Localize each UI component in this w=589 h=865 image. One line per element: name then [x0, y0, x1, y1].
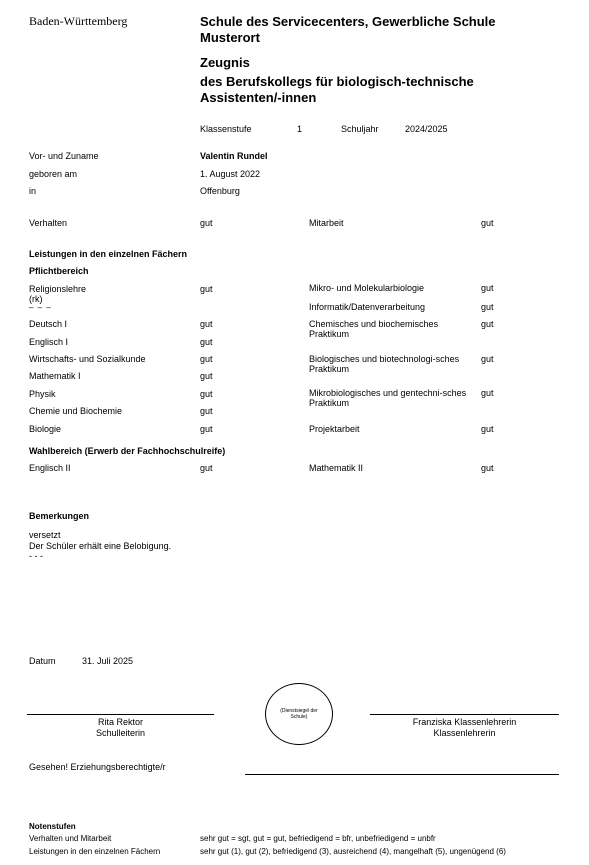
- teacher-role: Klassenlehrerin: [433, 728, 496, 738]
- grade-bio-praktikum: gut: [481, 354, 494, 364]
- date-value: 31. Juli 2025: [82, 656, 134, 666]
- verhalten-value: gut: [200, 218, 213, 228]
- remarks-title: Bemerkungen: [29, 511, 90, 521]
- teacher-signature-line: [370, 714, 559, 715]
- subject-englisch-1: Englisch I: [29, 337, 69, 347]
- principal-name: Rita Rektor: [97, 717, 143, 727]
- official-seal-text: (Dienstsiegel der Schule): [280, 708, 318, 720]
- subject-chemie: Chemie und Biochemie: [29, 406, 123, 416]
- grade-mathematik-1: gut: [200, 371, 213, 381]
- grade-religionslehre: gut: [200, 284, 213, 294]
- remarks-line-2: Der Schüler erhält eine Belobigung.: [29, 541, 172, 551]
- schuljahr-label: Schuljahr: [341, 124, 379, 134]
- subject-wirtschaft: Wirtschafts- und Sozialkunde: [29, 354, 146, 364]
- subject-mathematik-1: Mathematik I: [29, 371, 81, 381]
- school-name: Schule des Servicecenters, Gewerbliche Schule Musterort: [200, 14, 496, 45]
- principal-role: Schulleiterin: [95, 728, 146, 738]
- schuljahr-value: 2024/2025: [405, 124, 448, 134]
- legend-title: Notenstufen: [29, 822, 76, 831]
- name-label: Vor- und Zuname: [29, 151, 99, 161]
- mitarbeit-label: Mitarbeit: [309, 218, 344, 228]
- subject-biologie: Biologie: [29, 424, 62, 434]
- klassenstufe-label: Klassenstufe: [200, 124, 252, 134]
- document-title: Zeugnis: [200, 55, 250, 70]
- mitarbeit-value: gut: [481, 218, 494, 228]
- legend-row1-value: sehr gut = sgt, gut = gut, befriedigend = bfr, unbefriedigend = unbfr: [200, 834, 436, 843]
- subject-religionslehre: Religionslehre (rk): [29, 284, 87, 304]
- grade-chemie: gut: [200, 406, 213, 416]
- teacher-name: Franziska Klassenlehrerin: [412, 717, 517, 727]
- subject-englisch-2: Englisch II: [29, 463, 71, 473]
- remarks-line-3: - - -: [29, 551, 43, 561]
- guardian-label: Gesehen! Erziehungsberechtigte/r: [29, 762, 166, 772]
- subject-bio-praktikum: Biologisches und biotechnologi-sches Praktikum: [309, 354, 460, 374]
- wahlbereich-title: Wahlbereich (Erwerb der Fachhochschulreife): [29, 446, 226, 456]
- document-subtitle: des Berufskollegs für biologisch-technische Assistenten/-innen: [200, 74, 474, 105]
- state-name: Baden-Württemberg: [29, 14, 128, 28]
- name-value: Valentin Rundel: [200, 151, 268, 161]
- legend-row2-value: sehr gut (1), gut (2), befriedigend (3), ausreichend (4), mangelhaft (5), ungenügend (6): [200, 847, 506, 856]
- grade-projektarbeit: gut: [481, 424, 494, 434]
- grades-section-title: Leistungen in den einzelnen Fächern: [29, 249, 188, 259]
- born-label: geboren am: [29, 169, 78, 179]
- grade-chem-praktikum: gut: [481, 319, 494, 329]
- subject-mikro-praktikum: Mikrobiologisches und gentechni-sches Praktikum: [309, 388, 467, 408]
- grade-deutsch: gut: [200, 319, 213, 329]
- place-value: Offenburg: [200, 186, 240, 196]
- verhalten-label: Verhalten: [29, 218, 68, 228]
- grade-informatik: gut: [481, 302, 494, 312]
- subject-mikrobiologie: Mikro- und Molekularbiologie: [309, 283, 425, 293]
- subject-deutsch: Deutsch I: [29, 319, 68, 329]
- pflichtbereich-title: Pflichtbereich: [29, 266, 89, 276]
- legend-row2-label: Leistungen in den einzelnen Fächern: [29, 847, 161, 856]
- official-seal: [265, 683, 333, 745]
- subject-projektarbeit: Projektarbeit: [309, 424, 360, 434]
- remarks-line-1: versetzt: [29, 530, 61, 540]
- subject-chem-praktikum: Chemisches und biochemisches Praktikum: [309, 319, 439, 339]
- principal-signature-line: [27, 714, 214, 715]
- born-value: 1. August 2022: [200, 169, 261, 179]
- subject-mathematik-2: Mathematik II: [309, 463, 364, 473]
- grade-englisch-2: gut: [200, 463, 213, 473]
- klassenstufe-value: 1: [297, 124, 303, 134]
- grade-mikro-praktikum: gut: [481, 388, 494, 398]
- legend-row1-label: Verhalten und Mitarbeit: [29, 834, 112, 843]
- grade-englisch-1: gut: [200, 337, 213, 347]
- place-label: in: [29, 186, 37, 196]
- guardian-signature-line: [245, 774, 559, 775]
- date-label: Datum: [29, 656, 56, 666]
- religion-dashes: – – –: [29, 303, 52, 312]
- subject-informatik: Informatik/Datenverarbeitung: [309, 302, 426, 312]
- grade-mikrobiologie: gut: [481, 283, 494, 293]
- grade-mathematik-2: gut: [481, 463, 494, 473]
- grade-physik: gut: [200, 389, 213, 399]
- subject-physik: Physik: [29, 389, 56, 399]
- grade-wirtschaft: gut: [200, 354, 213, 364]
- grade-biologie: gut: [200, 424, 213, 434]
